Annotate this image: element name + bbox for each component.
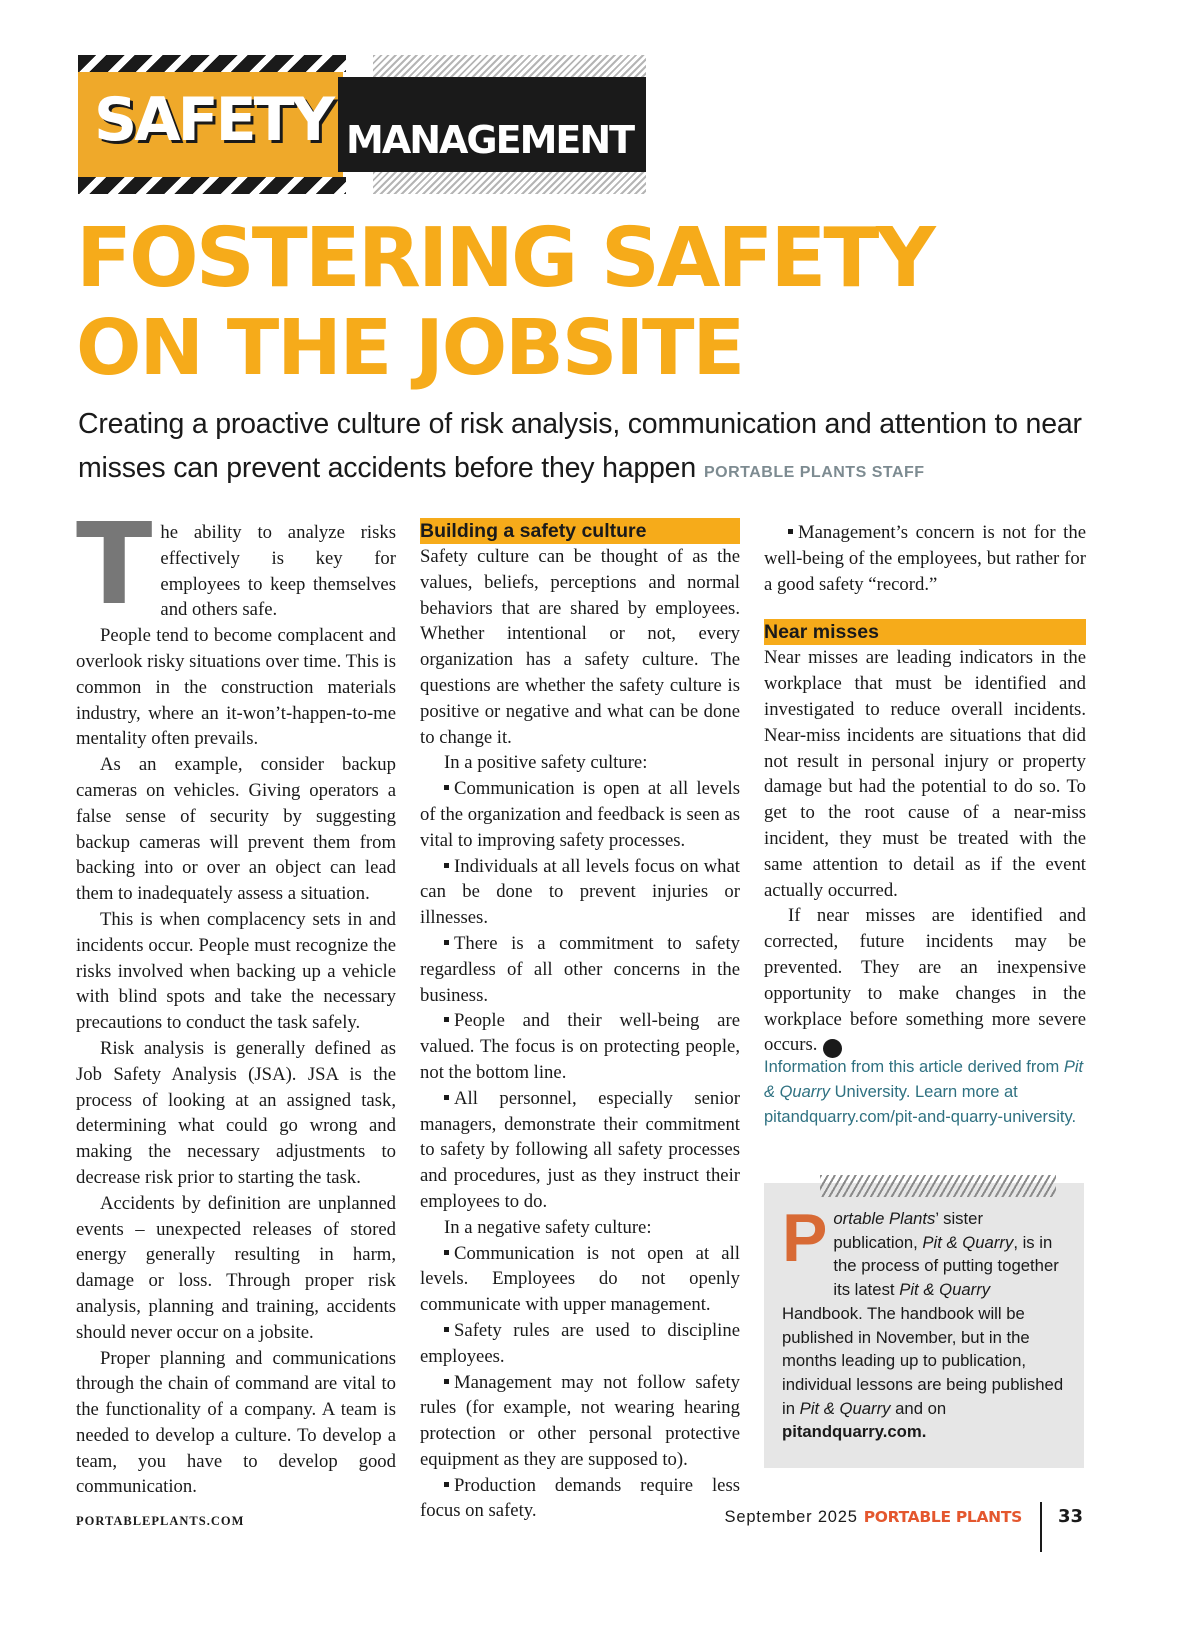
headline-line-1: FOSTERING SAFETY [76, 211, 933, 306]
sidebar-drop-cap: P [782, 1200, 828, 1276]
end-mark-icon: P [823, 1039, 842, 1058]
article-deck [78, 402, 1128, 495]
banner-word-safety: SAFETY [94, 85, 332, 155]
deck-text: Creating a proactive culture of risk analysis, communication and attention to near misses can prevent accidents before they happen [78, 408, 1082, 484]
subheading-safety-culture: Building a safety culture [420, 518, 740, 544]
source-note-text: Information from this article derived from [764, 1058, 1064, 1076]
sidebar-text-part: and on [890, 1398, 947, 1418]
paragraph: This is when complacency sets in and incidents occur. People must recognize the risks involved when backing up a vehicle with blind spots and take the necessary precautions to conduct the task safely. [76, 908, 396, 1034]
drop-cap: T [76, 500, 153, 630]
list-item-text: Communication is open at all levels of the organization and feedback is seen as vital to improving safety processes. [420, 778, 740, 851]
paragraph: Near misses are leading indicators in the workplace that must be identified and investigated to reduce overall incidents. Near-miss incidents are situations that did not result in personal injury or property damage but had the potential to do so. To get to the root cause of a near-miss incident, they must be treated with the same attention to detail as if the event actually occurred. [764, 647, 1086, 901]
paragraph: Proper planning and communications through the chain of command are vital to the functionality of a company. A team is needed to develop a culture. To develop a team, you have to develop good communication. [76, 1347, 396, 1498]
list-item [420, 776, 740, 853]
sidebar-text [782, 1200, 1072, 1444]
bullet-square-icon [444, 1017, 449, 1022]
headline-line-2: ON THE JOBSITE [76, 304, 744, 393]
list-item-text: Management’s concern is not for the well-being of the employees, but rather for a good safety “record.” [764, 522, 1086, 595]
list-item [420, 1370, 740, 1473]
list-item [420, 1473, 740, 1525]
list-item [420, 1008, 740, 1085]
sidebar-box [764, 1183, 1084, 1468]
article-headline [76, 211, 933, 393]
sidebar-hatch-pattern [820, 1175, 1056, 1197]
paragraph: In a negative safety culture: [444, 1216, 652, 1238]
source-note-link[interactable]: University. Learn more at pitandquarry.com/pit-and-quarry-university. [764, 1083, 1077, 1126]
sidebar-text-part: , is in the process of putting together its latest [833, 1232, 1059, 1300]
source-note [764, 1055, 1084, 1130]
list-item-text: All personnel, especially senior managers, demonstrate their commitment to safety by following all safety processes and procedures, just as they instruct their employees to do. [420, 1087, 740, 1212]
sidebar-link[interactable]: pitandquarry.com. [782, 1422, 927, 1442]
paragraph [764, 903, 1086, 1058]
column-1 [76, 500, 396, 1500]
hazard-stripes-top [78, 55, 346, 72]
bullet-square-icon [444, 1379, 449, 1384]
list-item-text: Communication is not open at all levels. Employees do not openly communicate with upper management. [420, 1242, 740, 1316]
paragraph-text: he ability to analyze risks effectively is key for employees to keep themselves and others safe. [160, 522, 396, 621]
list-item-text: Production demands require less focus on safety. [420, 1474, 740, 1522]
paragraph: Safety culture can be thought of as the values, beliefs, perceptions and normal behaviors that are shared by employees. Whether intentional or not, every organization has a safety culture. The questions are whether the safety culture is positive or negative and what can be done to change it. [420, 546, 740, 748]
list-item-text: There is a commitment to safety regardless of all other concerns in the business. [420, 932, 740, 1006]
sidebar-pub-name: Pit & Quarry [922, 1232, 1014, 1252]
list-item [420, 1241, 740, 1318]
bullet-square-icon [444, 1482, 449, 1487]
hatch-pattern-bottom [373, 172, 646, 194]
management-label-box [338, 77, 646, 172]
paragraph-text: If near misses are identified and corrected, future incidents may be prevented. They are an inexpensive opportunity to make changes in the workplace before something more severe occurs. [764, 905, 1086, 1056]
list-item [420, 931, 740, 1008]
sidebar-text-part: Handbook. The handbook will be published in November, but in the months leading up to publication, individual lessons are being published in [782, 1303, 1064, 1418]
footer-publication: PORTABLE PLANTS [863, 1508, 1022, 1526]
bullet-square-icon [444, 785, 449, 790]
list-item [420, 1318, 740, 1370]
sidebar-pub-name: Pit & Quarry [899, 1280, 991, 1300]
sidebar-pub-name: Pit & Quarry [799, 1398, 891, 1418]
section-banner [78, 55, 646, 195]
hazard-stripes-bottom [78, 177, 346, 194]
footer-date: September 2025 [724, 1508, 858, 1526]
list-item-text: People and their well-being are valued. The focus is on protecting people, not the bottom line. [420, 1010, 740, 1083]
paragraph: Accidents by definition are unplanned events – unexpected releases of stored energy generally resulting in harm, damage or loss. Through proper risk analysis, planning and training, accidents should never occur on a jobsite. [76, 1192, 396, 1343]
page-number: 33 [1058, 1506, 1084, 1527]
byline: PORTABLE PLANTS STAFF [703, 464, 925, 481]
paragraph: In a positive safety culture: [444, 752, 648, 774]
list-item [764, 520, 1086, 597]
column-3 [764, 520, 1086, 1058]
list-item-text: Management may not follow safety rules (for example, not wearing hearing protection or other personal protective equipment as they are supposed to). [420, 1371, 740, 1470]
footer-website[interactable]: PORTABLEPLANTS.COM [76, 1514, 245, 1528]
bullet-square-icon [788, 529, 793, 534]
spacer [764, 597, 1086, 619]
bullet-square-icon [444, 1327, 449, 1332]
paragraph: Risk analysis is generally defined as Job Safety Analysis (JSA). JSA is the process of looking at an assigned task, determining what could go wrong and making the necessary adjustments to decrease risk prior to starting the task. [76, 1037, 396, 1188]
safety-label-box [78, 72, 343, 177]
hatch-pattern-top [373, 55, 646, 77]
bullet-square-icon [444, 940, 449, 945]
bullet-square-icon [444, 863, 449, 868]
banner-word-management: MANAGEMENT [346, 118, 634, 162]
source-note-publication: Pit & Quarry [764, 1058, 1084, 1101]
subheading-near-misses: Near misses [764, 619, 1086, 645]
sidebar-text-part: ’ sister publication, [833, 1209, 983, 1252]
footer-folio [725, 1508, 1022, 1527]
list-item [420, 854, 740, 931]
bullet-square-icon [444, 1095, 449, 1100]
list-item-text: Individuals at all levels focus on what can be done to prevent injuries or illnesses. [420, 855, 740, 929]
list-item [420, 1086, 740, 1215]
paragraph: People tend to become complacent and overlook risky situations over time. This is common in the construction materials industry, where an it-won’t-happen-to-me mentality often prevails. [76, 625, 396, 750]
list-item-text: Safety rules are used to discipline employees. [420, 1319, 740, 1367]
sidebar-pub-name: ortable Plants [833, 1209, 936, 1228]
paragraph: As an example, consider backup cameras on vehicles. Giving operators a false sense of security by suggesting backup cameras will prevent them from backing into or over an object can lead them to inadequately assess a situation. [76, 754, 396, 905]
footer-divider [1040, 1502, 1042, 1552]
bullet-square-icon [444, 1250, 449, 1255]
column-2 [420, 518, 740, 1524]
paragraph [76, 500, 396, 630]
